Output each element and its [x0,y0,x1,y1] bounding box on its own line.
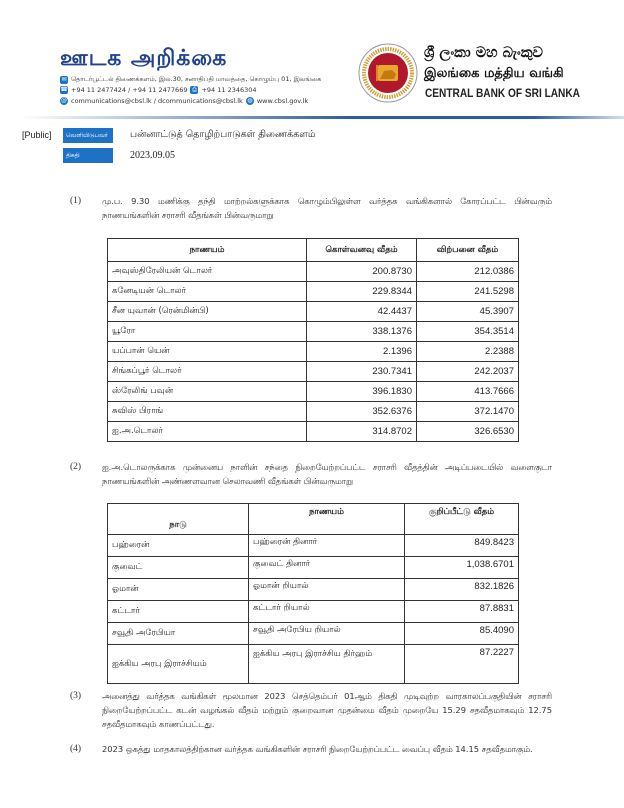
header-indicative-rate: குறிப்பீட்டு வீதம் [405,504,519,535]
paragraph-4 [72,742,552,756]
table-row [108,422,519,442]
currency-name: ஐ.அ.டொலர் [108,422,307,442]
table-row [108,402,519,422]
header-divider [20,116,624,119]
indicative-rate: 87.2227 [405,645,519,684]
header-buying-rate: கொள்வனவு வீதம் [307,239,417,262]
currency-name: யூரோ [108,322,307,342]
paragraph-1 [72,194,552,222]
table-row [108,535,519,557]
phone-line [60,86,257,94]
selling-rate: 45.3907 [417,302,519,322]
email-icon: @ [61,97,67,104]
buying-rate: 200.8730 [307,262,417,282]
paragraph-text: மு.ப. 9.30 மணிக்கு தந்தி மாற்றல்களுக்காக கொழும்பிலுள்ள வர்த்தக வங்கிகளால் கோரப்பட்ட பின்வரும் நாணயங்களின் சராசரி வீதங்கள் பின்வருமாறு [102,196,552,220]
paragraph-text: ஐ.அ.டொலருக்காக முன்னைய நாளின் சந்தை நிறையேற்றப்பட்ட சராசரி வீதத்தின் அடிப்படையில் வளைகுடா நாணயங்களின் அண்ணளவான செலாவணி வீதங்கள் பின்வருமாறு [102,462,552,486]
email-line [60,97,308,105]
currency-name: சிங்கப்பூர் டொலர் [108,362,307,382]
address-line [60,75,321,84]
selling-rate: 413.7666 [417,382,519,402]
table-row [108,262,519,282]
indicative-rate: 849.8423 [405,535,519,557]
selling-rate: 212.0386 [417,262,519,282]
bank-name-tamil: இலங்கை மத்திய வங்கி [424,66,564,81]
letterhead [0,0,624,118]
issuer-label: வெளியிடுபவர் [63,128,113,143]
currency-name: ஓமான் றியால் [249,579,405,601]
selling-rate: 326.6530 [417,422,519,442]
table-row [108,322,519,342]
header-currency: நாணயம் [108,239,307,262]
fax-text: +94 11 2346304 [201,86,257,94]
country-name: கட்டார் [108,601,249,623]
buying-rate: 230.7341 [307,362,417,382]
currency-name: கனேடியன் டொலர் [108,282,307,302]
indicative-rate: 85.4090 [405,623,519,645]
paragraph-number: (1) [70,196,82,206]
exchange-rates-table [107,238,519,442]
press-release-title: ஊடக அறிக்கை [60,46,228,71]
table-row [108,645,519,684]
bank-name-english: CENTRAL BANK OF SRI LANKA [425,88,580,100]
fax-icon: ⎙ [192,86,197,93]
selling-rate: 354.3514 [417,322,519,342]
currency-name: சவூதி அரேபிய றியால் [249,623,405,645]
country-name: பஹ்ரைன் [108,535,249,557]
website-link[interactable]: www.cbsl.gov.lk [256,97,309,105]
paragraph-number: (2) [70,462,82,472]
table-row [108,362,519,382]
mail-icon: ✉ [61,75,67,83]
buying-rate: 314.8702 [307,422,417,442]
buying-rate: 396.1830 [307,382,417,402]
selling-rate: 242.2037 [417,362,519,382]
country-name: சவூதி அரேபியா [108,623,249,645]
country-name: ஓமான் [108,579,249,601]
table-row [108,302,519,322]
table-row [108,557,519,579]
date-label: திகதி [63,148,113,163]
table-row [108,601,519,623]
indicative-rate: 1,038.6701 [405,557,519,579]
issuer-value: பன்னாட்டுத் தொழிற்பாடுகள் திணைக்களம் [130,129,316,140]
currency-name: சுவிஸ் பிராங் [108,402,307,422]
currency-name: ஐக்கிய அரபு இராச்சிய திர்ஹம் [249,645,405,684]
phone-icon: ☎ [60,86,68,93]
email-text[interactable]: communications@cbsl.lk / dcommunications@cbsl.lk [71,97,243,105]
selling-rate: 372.1470 [417,402,519,422]
table-row [108,579,519,601]
address-text: தொடர்பூட்டல் திணைக்களம், இல.30, சனாதிபதி மாவத்தை, கொழும்பு 01, இலங்கை [71,75,322,83]
indicative-rate: 832.1826 [405,579,519,601]
country-name: ஐக்கிய அரபு இராச்சியம் [108,645,249,684]
table-row [108,342,519,362]
buying-rate: 42.4437 [307,302,417,322]
paragraph-2 [72,460,552,488]
phone-text: +94 11 2477424 / +94 11 2477669 [71,86,188,94]
buying-rate: 352.6376 [307,402,417,422]
currency-name: ஸ்ரேலிங் பவுன் [108,382,307,402]
paragraph-number: (4) [70,744,82,754]
selling-rate: 241.5298 [417,282,519,302]
currency-name: சீன யுவான் (ரென்மின்பி) [108,302,307,322]
currency-name: பஹ்ரைன் தினார் [249,535,405,557]
paragraph-text: அனைத்து வர்த்தக வங்கிகள் மூலமான 2023 செத்தெம்பர் 01ஆம் திகதி முடிவுற்ற வாரகாலப்பகுதியின் சராசரி நிறையேற்றப்பட்ட கடன் வழங்கல் வீதம் மற்றும் குறைவான முதன்மை வீதம் முறையே 15.29 சதவீதமாகவும் 12.75 சதவீதமாகவும் காணப்பட்டது. [102,691,552,729]
header-selling-rate: விற்பனை வீதம் [417,239,519,262]
currency-name: யப்பான் யென் [108,342,307,362]
currency-name: குவைட் தினார் [249,557,405,579]
buying-rate: 338.1376 [307,322,417,342]
table-header-row [108,504,519,535]
table-row [108,382,519,402]
table-header-row [108,239,519,262]
paragraph-3 [72,689,552,731]
globe-icon: ◍ [247,97,253,104]
header-currency: நாணயம் [249,504,405,535]
central-bank-seal-logo [358,43,418,103]
paragraph-text: 2023 ஒகத்து மாதகாலத்திற்கான வர்த்தக வங்கிகளின் சராசரி நிறையேற்றப்பட்ட வைப்பு வீதம் 14.15 சதவீதமாகும். [102,744,533,754]
gulf-currencies-table [107,503,519,684]
buying-rate: 229.8344 [307,282,417,302]
currency-name: அவுஸ்திரேலியன் டொலர் [108,262,307,282]
currency-name: கட்டார் றியால் [249,601,405,623]
header-country: நாடு [108,504,249,535]
date-value: 2023.09.05 [130,150,175,161]
bank-name-sinhala: ශ්‍රී ලංකා මහ බැංකුව [424,45,543,61]
buying-rate: 2.1396 [307,342,417,362]
indicative-rate: 87.8831 [405,601,519,623]
table-row [108,623,519,645]
selling-rate: 2.2388 [417,342,519,362]
table-row [108,282,519,302]
country-name: குவைட் [108,557,249,579]
paragraph-number: (3) [70,691,82,701]
classification-label: [Public] [22,130,52,140]
